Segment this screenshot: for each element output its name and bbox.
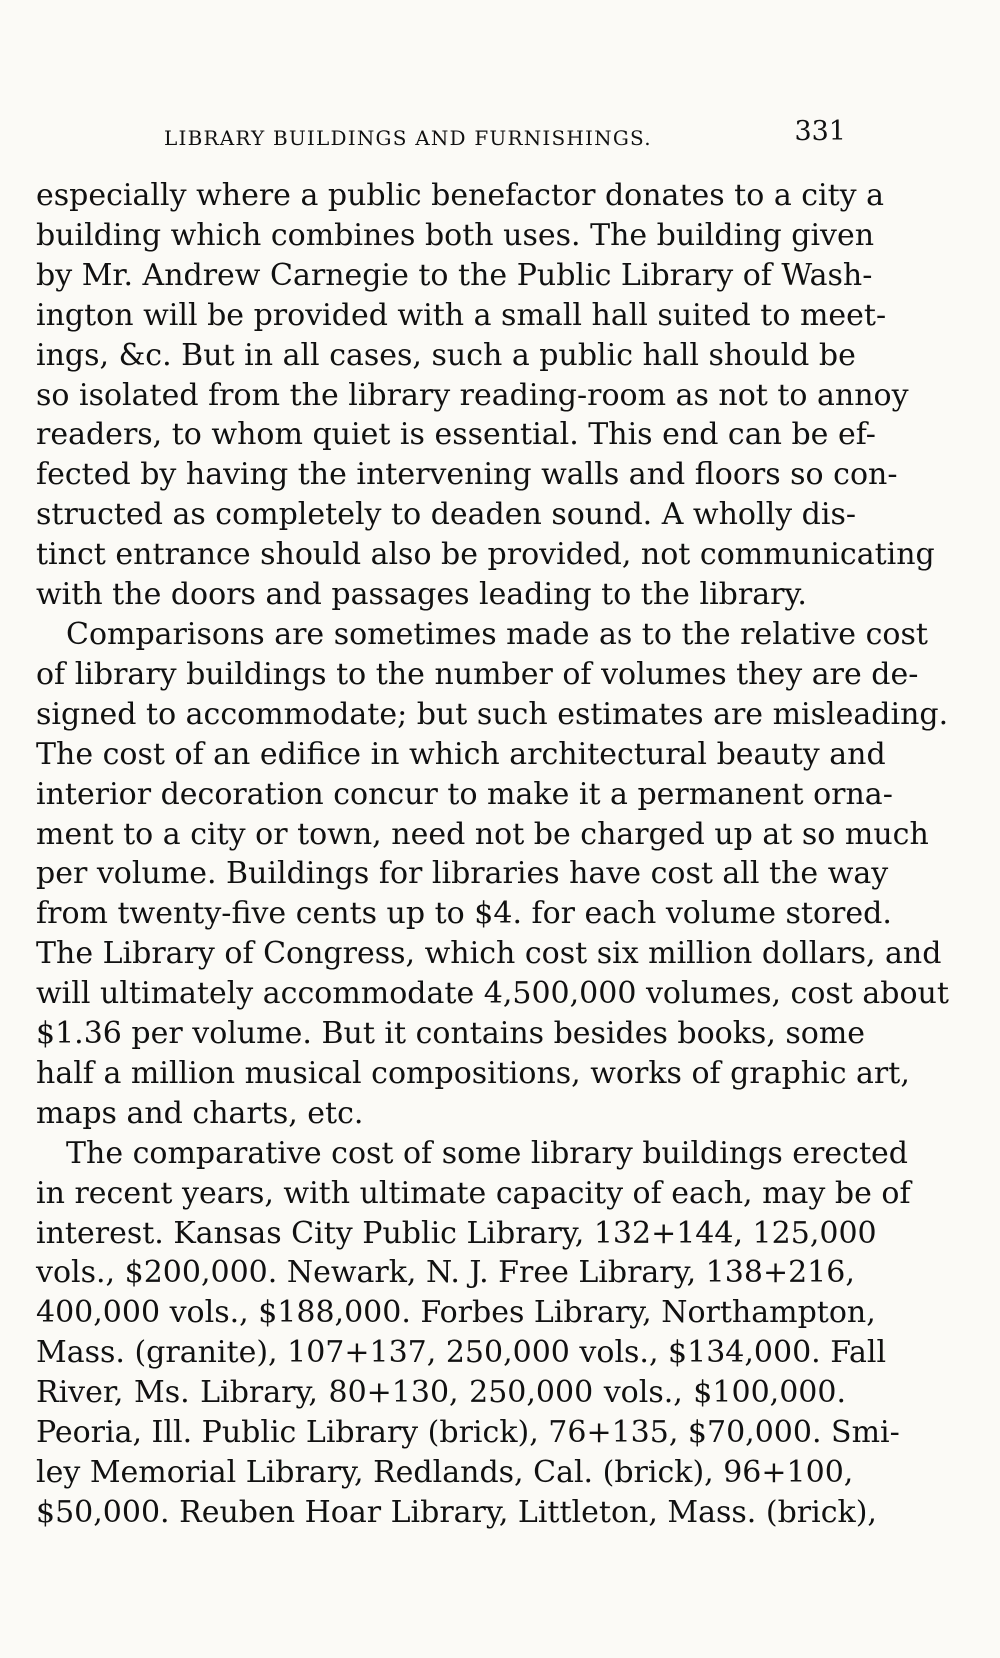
text-line: especially where a public benefactor donates to a city a [36,178,885,213]
running-head [36,116,846,156]
paragraph-1 [36,176,935,615]
text-line: River, Ms. Library, 80+130, 250,000 vols., $100,000. [36,1375,846,1411]
body-text [36,176,949,1533]
text-line: Mass. (granite), 107+137, 250,000 vols., $134,000. Fall [36,1335,887,1371]
text-line: Peoria, Ill. Public Library (brick), 76+135, $70,000. Smi- [36,1415,900,1451]
text-line: readers, to whom quiet is essential. This end can be ef- [36,417,876,453]
text-line: The Library of Congress, which cost six million dollars, and [36,936,942,972]
text-line: so isolated from the library reading-room as not to annoy [36,377,909,413]
text-line: $1.36 per volume. But it contains besides books, some [36,1016,866,1052]
text-line: fected by having the intervening walls and floors so con- [36,457,898,493]
text-line: ley Memorial Library, Redlands, Cal. (brick), 96+100, [36,1455,854,1490]
paragraph-2 [36,615,949,1134]
text-line: signed to accommodate; but such estimates are misleading. [36,696,949,732]
text-line: by Mr. Andrew Carnegie to the Public Library of Wash- [36,257,873,293]
paragraph-3 [36,1134,911,1533]
text-line: 400,000 vols., $188,000. Forbes Library, Northampton, [36,1295,876,1331]
page-number: 331 [794,116,846,147]
text-line: ings, &c. But in all cases, such a public hall should be [36,337,856,373]
text-line: with the doors and passages leading to the library. [36,577,807,613]
text-line: The cost of an edifice in which architectural beauty and [36,736,886,772]
text-line: The comparative cost of some library buildings erected [66,1135,908,1171]
text-line: of library buildings to the number of volumes they are de- [36,656,919,692]
text-line: vols., $200,000. Newark, N. J. Free Library, 138+216, [36,1255,855,1291]
text-line: $50,000. Reuben Hoar Library, Littleton, Mass. (brick), [36,1494,877,1530]
text-line: maps and charts, etc. [36,1095,364,1131]
text-line: Comparisons are sometimes made as to the relative cost [66,616,928,652]
text-line: ment to a city or town, need not be charged up at so much [36,816,929,852]
text-line: in recent years, with ultimate capacity of each, may be of [36,1175,911,1211]
text-line: from twenty-five cents up to $4. for each volume stored. [36,896,892,932]
text-line: interest. Kansas City Public Library, 132+144, 125,000 [36,1215,877,1251]
text-line: tinct entrance should also be provided, not communicating [36,537,935,573]
text-line: interior decoration concur to make it a permanent orna- [36,776,893,812]
text-line: building which combines both uses. The building given [36,217,875,253]
text-line: will ultimately accommodate 4,500,000 volumes, cost about [36,976,949,1012]
text-line: per volume. Buildings for libraries have cost all the way [36,856,889,892]
text-line: ington will be provided with a small hall suited to meet- [36,297,887,333]
text-line: half a million musical compositions, works of graphic art, [36,1055,910,1091]
text-line: structed as completely to deaden sound. A wholly dis- [36,497,856,533]
running-title: LIBRARY BUILDINGS AND FURNISHINGS. [164,126,652,150]
